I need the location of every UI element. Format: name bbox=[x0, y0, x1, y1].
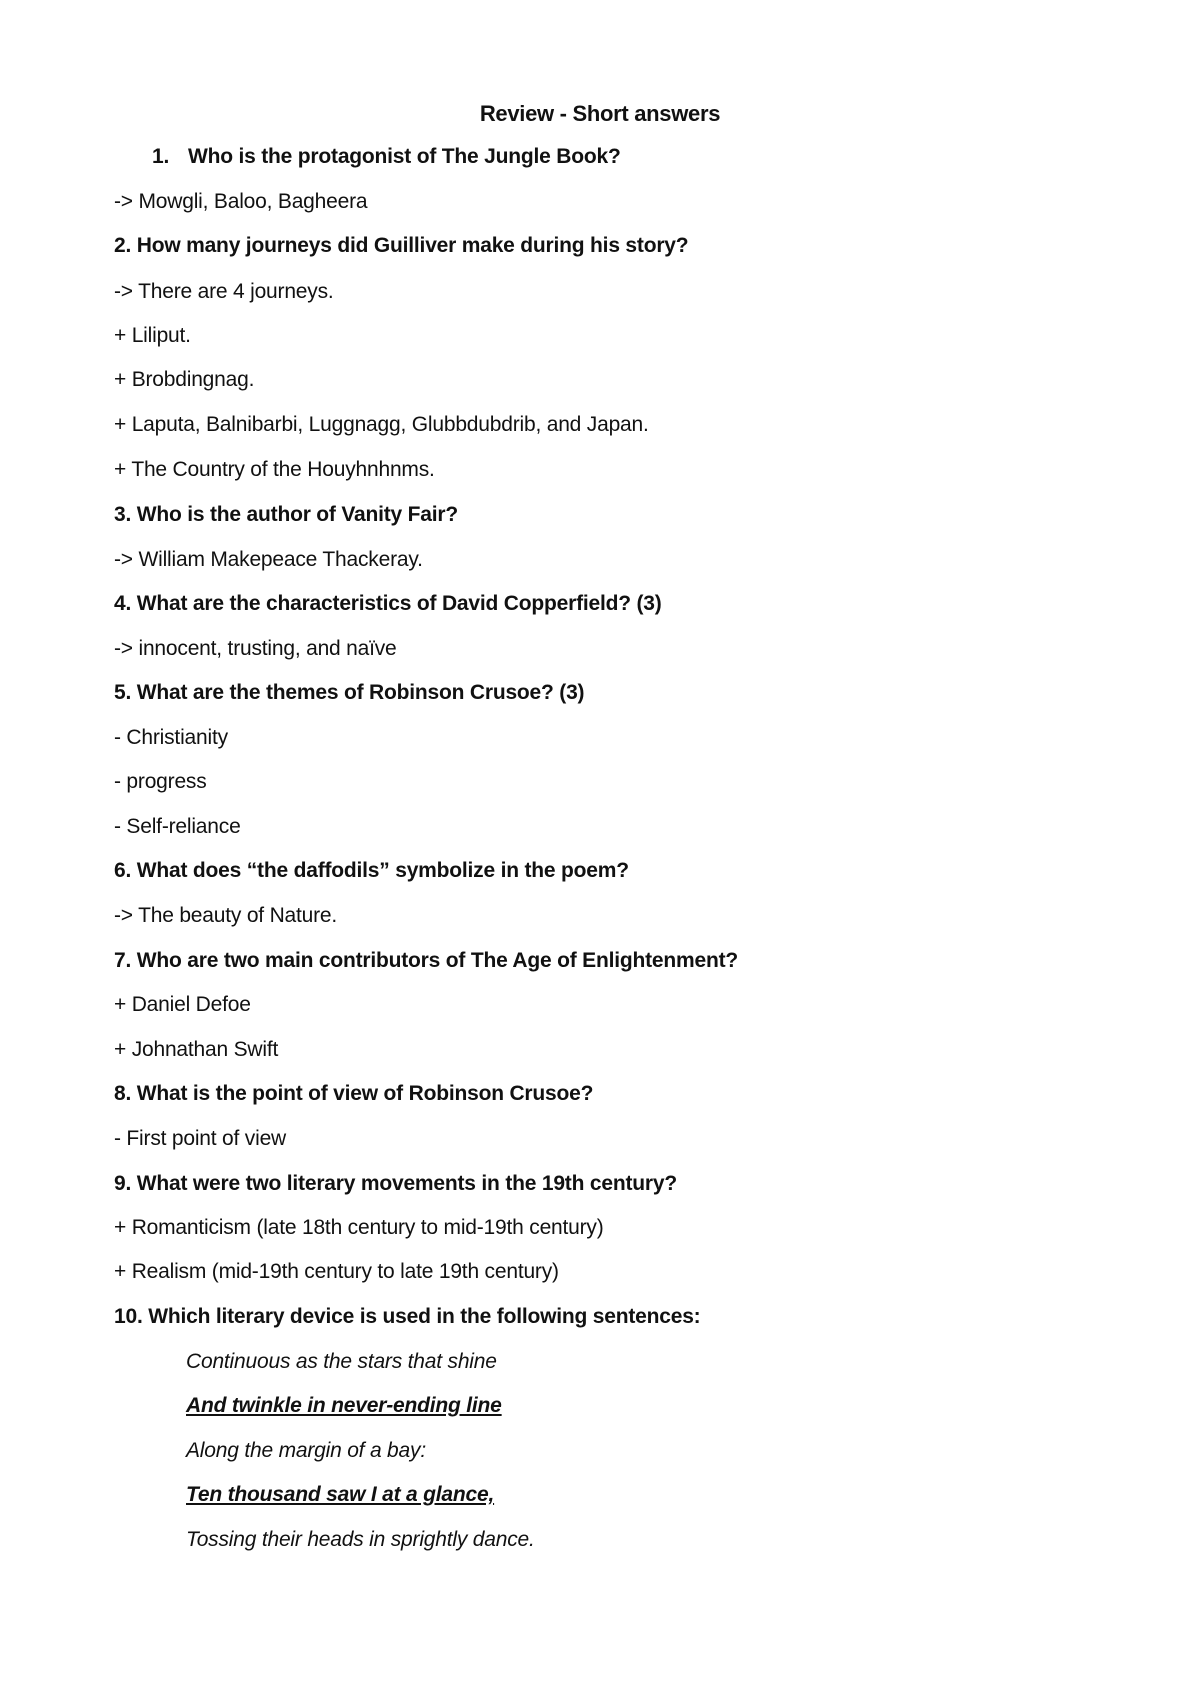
question-5: 5. What are the themes of Robinson Crusoe? (3) bbox=[114, 681, 585, 704]
answer-3: -> William Makepeace Thackeray. bbox=[114, 548, 423, 571]
answer-9-line: + Realism (mid-19th century to late 19th century) bbox=[114, 1260, 559, 1283]
question-3: 3. Who is the author of Vanity Fair? bbox=[114, 503, 458, 526]
question-1-number: 1. bbox=[152, 145, 170, 168]
question-4: 4. What are the characteristics of David Copperfield? (3) bbox=[114, 592, 662, 615]
poem-line: Along the margin of a bay: bbox=[186, 1439, 426, 1462]
poem-line-emphasized: And twinkle in never-ending line bbox=[186, 1394, 502, 1417]
answer-9-line: + Romanticism (late 18th century to mid-19th century) bbox=[114, 1216, 604, 1239]
poem-line-emphasized: Ten thousand saw I at a glance, bbox=[186, 1483, 495, 1506]
answer-1: -> Mowgli, Baloo, Bagheera bbox=[114, 190, 368, 213]
question-8: 8. What is the point of view of Robinson Crusoe? bbox=[114, 1082, 594, 1105]
question-10: 10. Which literary device is used in the following sentences: bbox=[114, 1305, 701, 1328]
answer-7-line: + Daniel Defoe bbox=[114, 993, 251, 1016]
question-1-text: Who is the protagonist of The Jungle Book? bbox=[188, 145, 621, 168]
answer-8: - First point of view bbox=[114, 1127, 287, 1150]
question-9: 9. What were two literary movements in the 19th century? bbox=[114, 1172, 677, 1195]
answer-2-line: + Brobdingnag. bbox=[114, 368, 255, 391]
answer-2-line: + Liliput. bbox=[114, 324, 191, 347]
question-2: 2. How many journeys did Guilliver make during his story? bbox=[114, 234, 689, 257]
answer-7-line: + Johnathan Swift bbox=[114, 1038, 279, 1061]
answer-4: -> innocent, trusting, and naïve bbox=[114, 637, 397, 660]
answer-6: -> The beauty of Nature. bbox=[114, 904, 338, 927]
answer-2-line: + The Country of the Houyhnhnms. bbox=[114, 458, 435, 481]
question-7: 7. Who are two main contributors of The Age of Enlightenment? bbox=[114, 949, 739, 972]
poem-line: Tossing their heads in sprightly dance. bbox=[186, 1528, 535, 1551]
answer-5-line: - Christianity bbox=[114, 726, 228, 749]
answer-5-line: - progress bbox=[114, 770, 207, 793]
answer-2-line: + Laputa, Balnibarbi, Luggnagg, Glubbdubdrib, and Japan. bbox=[114, 413, 649, 436]
answer-5-line: - Self-reliance bbox=[114, 815, 241, 838]
poem-line: Continuous as the stars that shine bbox=[186, 1350, 497, 1373]
page-title: Review - Short answers bbox=[479, 101, 721, 126]
answer-2-line: -> There are 4 journeys. bbox=[114, 280, 334, 303]
question-6: 6. What does “the daffodils” symbolize in the poem? bbox=[114, 859, 629, 882]
